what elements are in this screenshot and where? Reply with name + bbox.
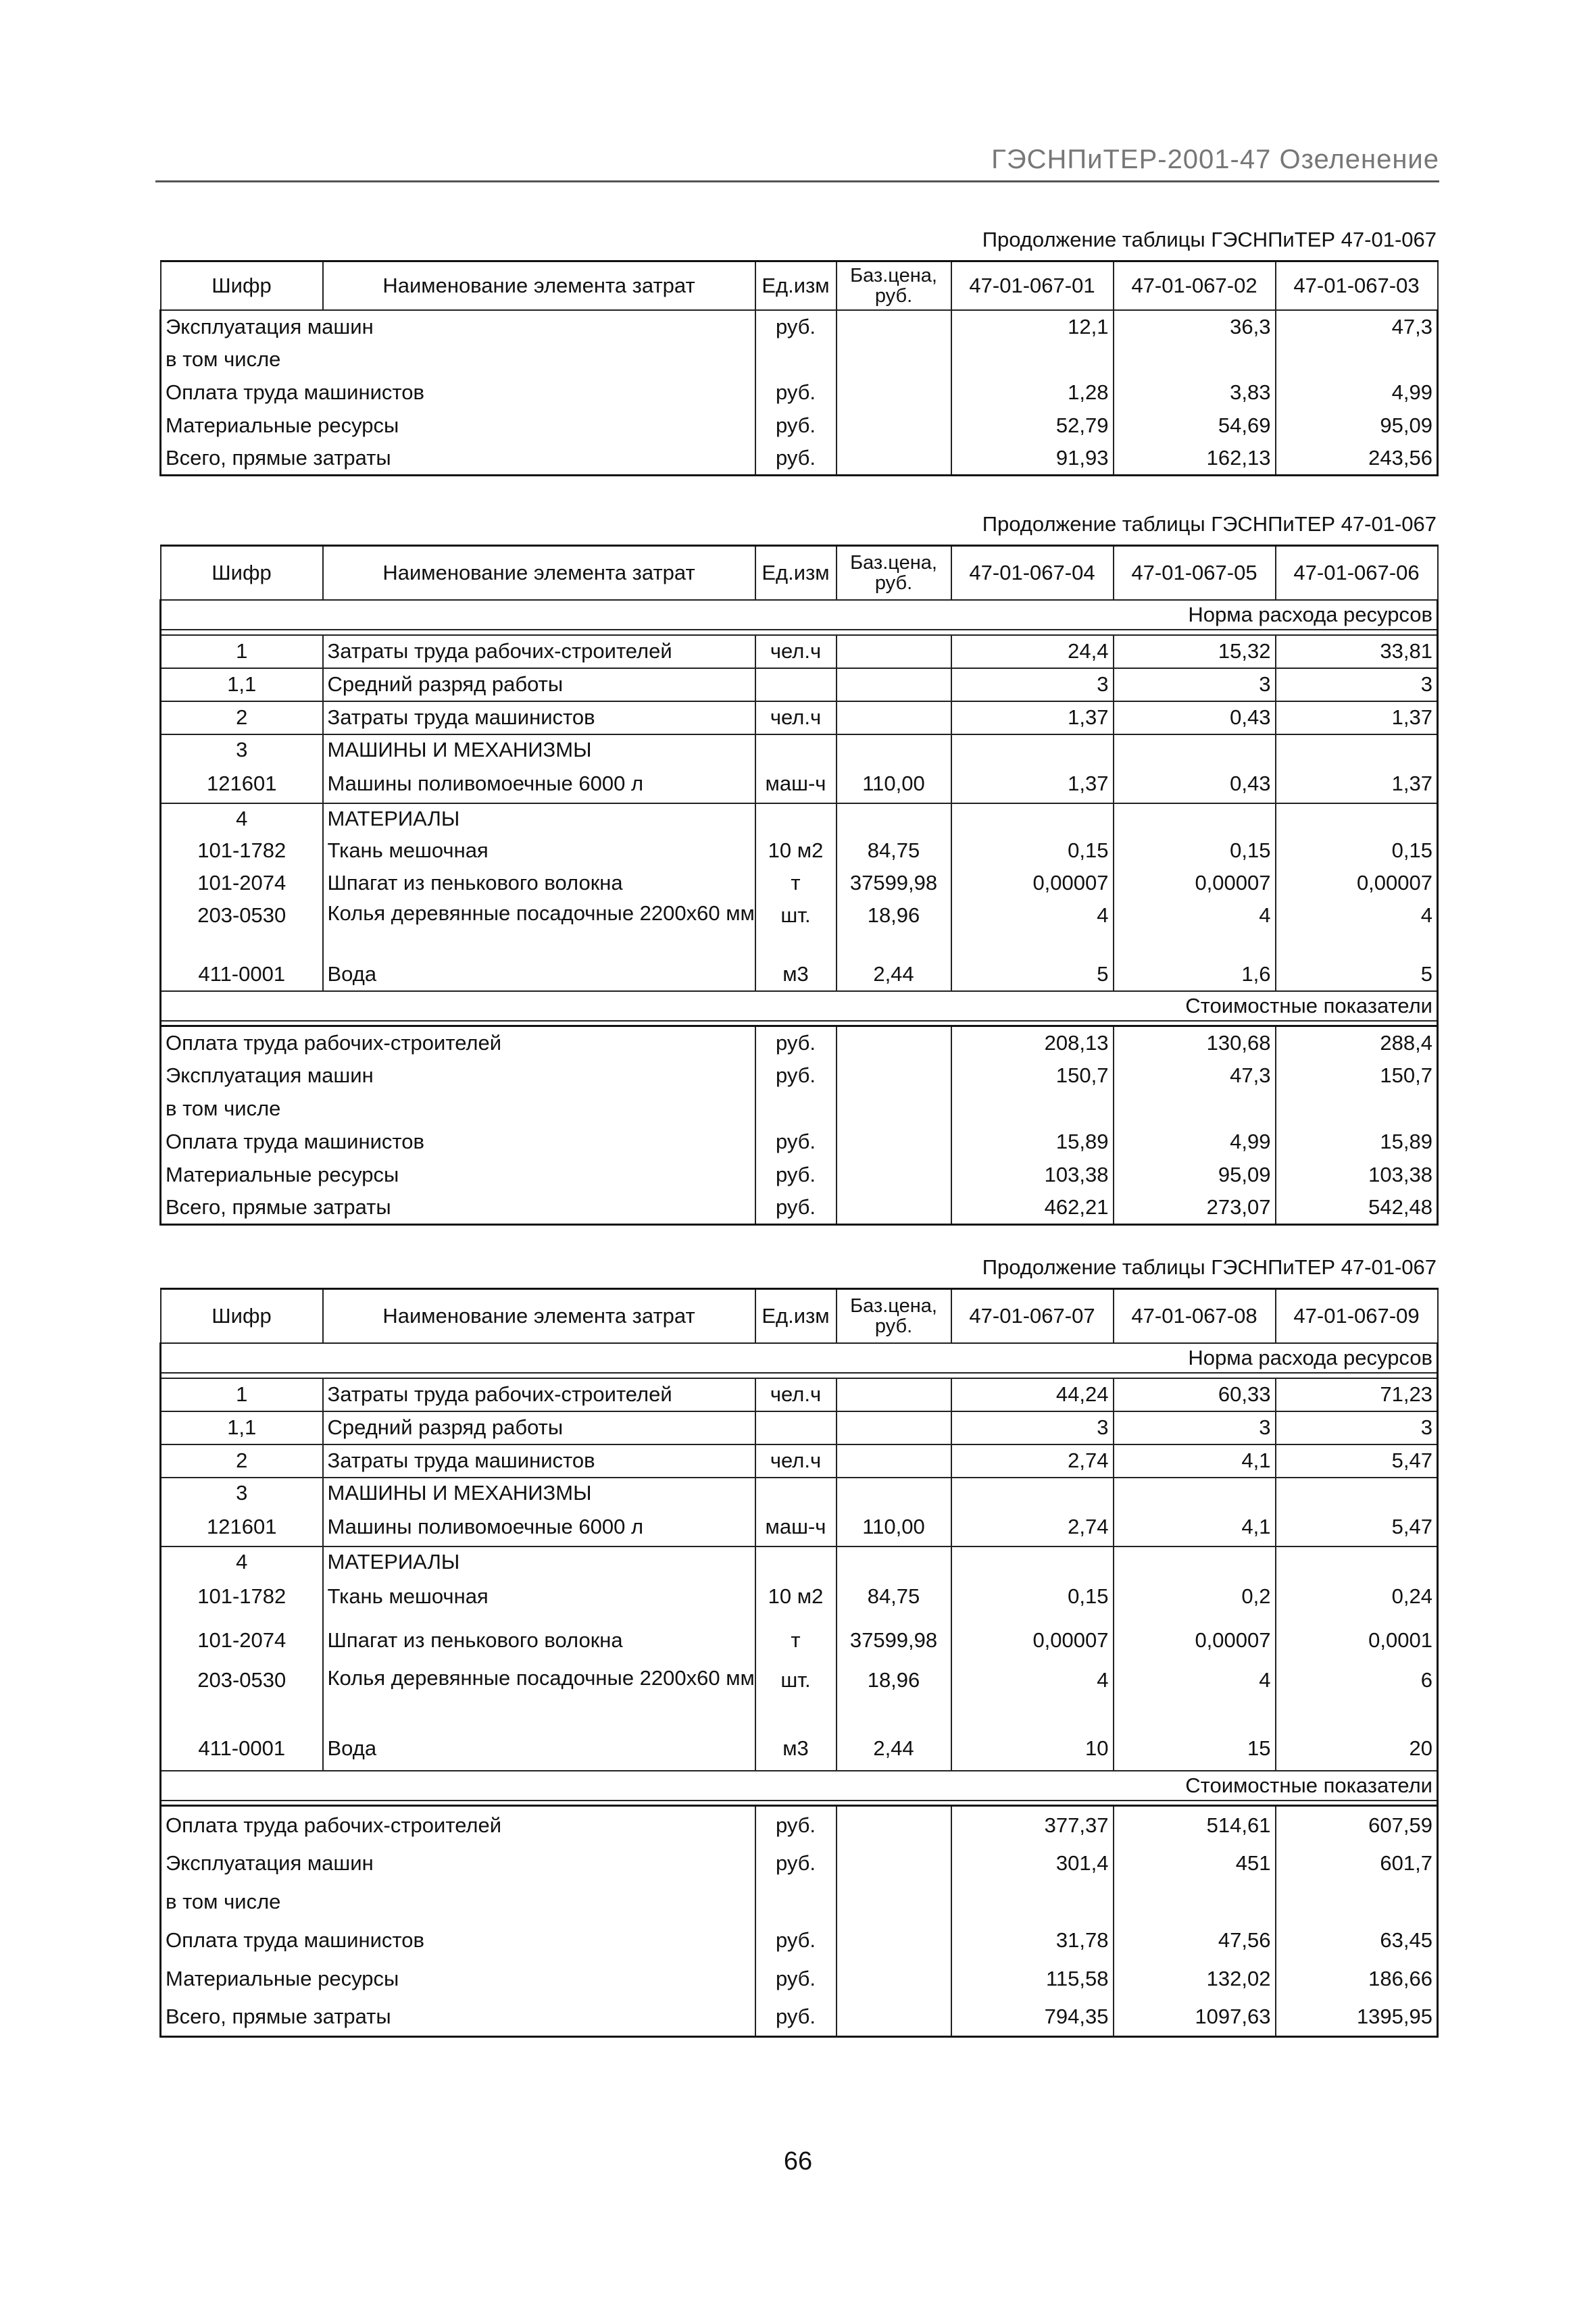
- resource-name: Ткань мешочная: [323, 1578, 755, 1615]
- resource-code: 121601: [161, 765, 323, 803]
- resource-code: 2: [161, 701, 323, 734]
- resource-price: [837, 701, 951, 734]
- resource-name: Ткань мешочная: [323, 834, 755, 867]
- summary-label: в том числе: [161, 343, 755, 376]
- resource-name: Вода: [323, 1728, 755, 1771]
- summary-row: [161, 1806, 1438, 1844]
- summary-row: [161, 1921, 1438, 1960]
- resource-code: 2: [161, 1444, 323, 1478]
- resource-name: Шпагат из пенькового волокна: [323, 1615, 755, 1665]
- resource-value: 0,00007: [1114, 1615, 1276, 1665]
- resource-unit: шт.: [755, 899, 837, 959]
- summary-value: 12,1: [951, 310, 1114, 343]
- summary-value: [1276, 343, 1438, 376]
- resource-unit: м3: [755, 1728, 837, 1771]
- col-header-code: Шифр: [161, 261, 323, 310]
- resource-group-name: МАШИНЫ И МЕХАНИЗМЫ: [323, 1478, 755, 1509]
- resource-value: 4,1: [1114, 1444, 1276, 1478]
- resource-price: [837, 668, 951, 701]
- col-header-code: Шифр: [161, 546, 323, 600]
- summary-value: [1114, 343, 1276, 376]
- summary-value: 103,38: [951, 1159, 1114, 1192]
- resource-row: [161, 765, 1438, 803]
- norm-label: Норма расхода ресурсов: [161, 600, 1438, 630]
- resource-unit: маш-ч: [755, 1509, 837, 1546]
- resource-row: [161, 1509, 1438, 1546]
- norm-label: Норма расхода ресурсов: [161, 1343, 1438, 1373]
- resource-value: 1,37: [1276, 701, 1438, 734]
- summary-value: 542,48: [1276, 1192, 1438, 1225]
- summary-label: Эксплуатация машин: [161, 1059, 755, 1092]
- resource-value: 3: [1114, 668, 1276, 701]
- resource-row: [161, 701, 1438, 734]
- summary-value: 794,35: [951, 1998, 1114, 2037]
- col-header-price: Баз.цена, руб.: [837, 261, 951, 310]
- resource-unit: чел.ч: [755, 635, 837, 668]
- summary-price: [837, 310, 951, 343]
- col-header-unit: Ед.изм: [755, 261, 837, 310]
- summary-value: 601,7: [1276, 1844, 1438, 1883]
- running-header: [155, 139, 1439, 182]
- col-header-unit: Ед.изм: [755, 546, 837, 600]
- col-header-price: Баз.цена, руб.: [837, 1289, 951, 1343]
- summary-unit: руб.: [755, 1059, 837, 1092]
- resource-value: 3: [951, 1411, 1114, 1444]
- resource-value: 15,32: [1114, 635, 1276, 668]
- cost-label: Стоимостные показатели: [161, 1771, 1438, 1801]
- resource-group-name: МАШИНЫ И МЕХАНИЗМЫ: [323, 734, 755, 765]
- resource-row: [161, 1444, 1438, 1478]
- resource-price: 2,44: [837, 1728, 951, 1771]
- summary-value: 514,61: [1114, 1806, 1276, 1844]
- spacer-row: [161, 1021, 1438, 1026]
- summary-value: 150,7: [951, 1059, 1114, 1092]
- col-header-code-1: 47-01-067-01: [951, 261, 1114, 310]
- resource-value: 1,37: [951, 765, 1114, 803]
- spacer-row: [161, 630, 1438, 635]
- summary-price: [837, 443, 951, 476]
- resource-code: 4: [161, 1546, 323, 1578]
- summary-unit: [755, 343, 837, 376]
- resource-value: 60,33: [1114, 1378, 1276, 1411]
- summary-value: 186,66: [1276, 1960, 1438, 1998]
- summary-row: [161, 1192, 1438, 1225]
- spacer: [161, 1801, 1438, 1806]
- col-header-name: Наименование элемента затрат: [323, 1289, 755, 1343]
- spacer: [161, 630, 1438, 635]
- resource-unit: маш-ч: [755, 765, 837, 803]
- summary-label: Эксплуатация машин: [161, 310, 755, 343]
- summary-row: [161, 443, 1438, 476]
- resource-code: 4: [161, 803, 323, 834]
- summary-row: [161, 1059, 1438, 1092]
- resource-name: Затраты труда машинистов: [323, 701, 755, 734]
- resource-value: 2,74: [951, 1444, 1114, 1478]
- resource-group-name: МАТЕРИАЛЫ: [323, 1546, 755, 1578]
- resource-price: 37599,98: [837, 867, 951, 899]
- summary-unit: руб.: [755, 310, 837, 343]
- summary-value: 301,4: [951, 1844, 1114, 1883]
- summary-row: [161, 1159, 1438, 1192]
- resource-group-row: [161, 734, 1438, 765]
- resource-name: Машины поливомоечные 6000 л: [323, 1509, 755, 1546]
- resource-value: 5: [1276, 959, 1438, 991]
- resource-code: 3: [161, 734, 323, 765]
- col-header-code-2: 47-01-067-08: [1114, 1289, 1276, 1343]
- col-header-code-1: 47-01-067-07: [951, 1289, 1114, 1343]
- resource-value: 3: [1276, 668, 1438, 701]
- page-number: 66: [783, 2147, 813, 2175]
- norm-label-row: [161, 1343, 1438, 1373]
- summary-value: 91,93: [951, 443, 1114, 476]
- resource-value: 4: [1114, 1665, 1276, 1728]
- resource-code: 101-1782: [161, 834, 323, 867]
- resource-unit: [755, 668, 837, 701]
- summary-value: 95,09: [1114, 1159, 1276, 1192]
- resource-value: 4: [1114, 899, 1276, 959]
- summary-price: [837, 343, 951, 376]
- summary-body: [161, 310, 1438, 476]
- resource-code: 121601: [161, 1509, 323, 1546]
- resource-name: Затраты труда рабочих-строителей: [323, 1378, 755, 1411]
- resource-row: [161, 635, 1438, 668]
- summary-row: [161, 310, 1438, 343]
- resource-row: [161, 959, 1438, 991]
- summary-value: 31,78: [951, 1921, 1114, 1960]
- resource-unit: [755, 1411, 837, 1444]
- summary-value: [951, 343, 1114, 376]
- summary-label: Материальные ресурсы: [161, 1159, 755, 1192]
- summary-value: 115,58: [951, 1960, 1114, 1998]
- resource-name: Машины поливомоечные 6000 л: [323, 765, 755, 803]
- resource-value: 4: [951, 1665, 1114, 1728]
- resource-unit: чел.ч: [755, 701, 837, 734]
- summary-value: [1276, 1883, 1438, 1921]
- resource-value: 6: [1276, 1665, 1438, 1728]
- resource-code: 203-0530: [161, 899, 323, 959]
- resource-value: 0,43: [1114, 701, 1276, 734]
- summary-unit: [755, 1092, 837, 1126]
- resource-group-row: [161, 1546, 1438, 1578]
- summary-value: 36,3: [1114, 310, 1276, 343]
- col-header-code-2: 47-01-067-05: [1114, 546, 1276, 600]
- resource-value: 0,2: [1114, 1578, 1276, 1615]
- resource-code: 411-0001: [161, 959, 323, 991]
- resource-value: 71,23: [1276, 1378, 1438, 1411]
- resource-row: [161, 899, 1438, 959]
- summary-value: 54,69: [1114, 409, 1276, 443]
- resource-price: 84,75: [837, 1578, 951, 1615]
- resource-value: 5,47: [1276, 1444, 1438, 1478]
- resource-price: 110,00: [837, 1509, 951, 1546]
- resource-value: 44,24: [951, 1378, 1114, 1411]
- summary-unit: руб.: [755, 1844, 837, 1883]
- summary-value: 243,56: [1276, 443, 1438, 476]
- resource-value: 33,81: [1276, 635, 1438, 668]
- resource-value: 24,4: [951, 635, 1114, 668]
- resource-value: 3: [951, 668, 1114, 701]
- summary-unit: [755, 1883, 837, 1921]
- resource-price: 2,44: [837, 959, 951, 991]
- summary-value: 273,07: [1114, 1192, 1276, 1225]
- resource-value: 0,00007: [951, 1615, 1114, 1665]
- resource-value: 1,37: [1276, 765, 1438, 803]
- resource-value: 4: [951, 899, 1114, 959]
- summary-value: [1276, 1092, 1438, 1126]
- spacer-row: [161, 1373, 1438, 1378]
- summary-label: Эксплуатация машин: [161, 1844, 755, 1883]
- resource-price: 18,96: [837, 899, 951, 959]
- col-header-code-2: 47-01-067-02: [1114, 261, 1276, 310]
- summary-value: [1114, 1092, 1276, 1126]
- summary-label: в том числе: [161, 1883, 755, 1921]
- summary-value: 1,28: [951, 376, 1114, 409]
- resource-unit: м3: [755, 959, 837, 991]
- summary-value: 130,68: [1114, 1026, 1276, 1059]
- resource-name: Средний разряд работы: [323, 1411, 755, 1444]
- summary-label: Оплата труда рабочих-строителей: [161, 1026, 755, 1059]
- summary-value: 208,13: [951, 1026, 1114, 1059]
- col-header-code: Шифр: [161, 1289, 323, 1343]
- col-header-code-1: 47-01-067-04: [951, 546, 1114, 600]
- summary-value: 3,83: [1114, 376, 1276, 409]
- summary-value: 288,4: [1276, 1026, 1438, 1059]
- summary-value: 15,89: [951, 1126, 1114, 1159]
- resource-value: 0,00007: [951, 867, 1114, 899]
- resource-code: 1,1: [161, 668, 323, 701]
- summary-label: Всего, прямые затраты: [161, 1998, 755, 2037]
- resource-value: 5: [951, 959, 1114, 991]
- resource-value: 0,0001: [1276, 1615, 1438, 1665]
- spacer: [161, 1373, 1438, 1378]
- running-header-title: ГЭСНПиТЕР-2001-47 Озеленение: [991, 145, 1439, 174]
- summary-value: 4,99: [1114, 1126, 1276, 1159]
- summary-value: 451: [1114, 1844, 1276, 1883]
- resource-code: 101-1782: [161, 1578, 323, 1615]
- col-header-code-3: 47-01-067-09: [1276, 1289, 1438, 1343]
- resource-unit: т: [755, 1615, 837, 1665]
- summary-value: 47,56: [1114, 1921, 1276, 1960]
- summary-label: Материальные ресурсы: [161, 1960, 755, 1998]
- resource-name: Вода: [323, 959, 755, 991]
- table-caption-1: Продолжение таблицы ГЭСНПиТЕР 47-01-067: [982, 228, 1437, 251]
- resource-value: 20: [1276, 1728, 1438, 1771]
- summary-row: [161, 343, 1438, 376]
- summary-value: 47,3: [1114, 1059, 1276, 1092]
- col-header-code-3: 47-01-067-03: [1276, 261, 1438, 310]
- resource-value: 15: [1114, 1728, 1276, 1771]
- resource-code: 411-0001: [161, 1728, 323, 1771]
- resource-code: 203-0530: [161, 1665, 323, 1728]
- summary-unit: руб.: [755, 1159, 837, 1192]
- resource-code: 101-2074: [161, 1615, 323, 1665]
- resource-row: [161, 1665, 1438, 1728]
- resource-price: [837, 1411, 951, 1444]
- resource-value: 3: [1276, 1411, 1438, 1444]
- table-caption-2: Продолжение таблицы ГЭСНПиТЕР 47-01-067: [982, 512, 1437, 536]
- resource-value: 0,43: [1114, 765, 1276, 803]
- resource-name: Средний разряд работы: [323, 668, 755, 701]
- resource-price: [837, 1444, 951, 1478]
- summary-unit: руб.: [755, 1806, 837, 1844]
- table-header-row: [161, 261, 1438, 310]
- resource-row: [161, 1728, 1438, 1771]
- resource-code: 1,1: [161, 1411, 323, 1444]
- summary-label: Материальные ресурсы: [161, 409, 755, 443]
- resource-value: 4,1: [1114, 1509, 1276, 1546]
- summary-value: 1097,63: [1114, 1998, 1276, 2037]
- table-caption-3: Продолжение таблицы ГЭСНПиТЕР 47-01-067: [982, 1255, 1437, 1279]
- col-header-name: Наименование элемента затрат: [323, 261, 755, 310]
- summary-label: Всего, прямые затраты: [161, 443, 755, 476]
- summary-value: 47,3: [1276, 310, 1438, 343]
- summary-label: в том числе: [161, 1092, 755, 1126]
- summary-price: [837, 376, 951, 409]
- resource-group-name: МАТЕРИАЛЫ: [323, 803, 755, 834]
- summary-value: 132,02: [1114, 1960, 1276, 1998]
- cost-table-2: [159, 545, 1439, 1226]
- resource-code: 101-2074: [161, 867, 323, 899]
- resource-body: [161, 1343, 1438, 2037]
- col-header-name: Наименование элемента затрат: [323, 546, 755, 600]
- resource-price: 84,75: [837, 834, 951, 867]
- resource-row: [161, 1578, 1438, 1615]
- summary-value: 4,99: [1276, 376, 1438, 409]
- summary-value: 103,38: [1276, 1159, 1438, 1192]
- resource-value: 3: [1114, 1411, 1276, 1444]
- summary-unit: руб.: [755, 1960, 837, 1998]
- table-header-row: [161, 546, 1438, 600]
- resource-unit: 10 м2: [755, 1578, 837, 1615]
- summary-value: 607,59: [1276, 1806, 1438, 1844]
- resource-value: 1,37: [951, 701, 1114, 734]
- resource-row: [161, 668, 1438, 701]
- resource-name: Затраты труда рабочих-строителей: [323, 635, 755, 668]
- col-header-price: Баз.цена, руб.: [837, 546, 951, 600]
- summary-row: [161, 1998, 1438, 2037]
- summary-label: Оплата труда машинистов: [161, 1126, 755, 1159]
- summary-value: [951, 1092, 1114, 1126]
- resource-value: 5,47: [1276, 1509, 1438, 1546]
- summary-unit: руб.: [755, 409, 837, 443]
- resource-value: 0,00007: [1114, 867, 1276, 899]
- summary-row: [161, 376, 1438, 409]
- summary-label: Оплата труда машинистов: [161, 1921, 755, 1960]
- resource-group-row: [161, 1478, 1438, 1509]
- col-header-code-3: 47-01-067-06: [1276, 546, 1438, 600]
- summary-value: 63,45: [1276, 1921, 1438, 1960]
- cost-label-row: [161, 991, 1438, 1021]
- summary-row: [161, 1960, 1438, 1998]
- resource-name: Колья деревянные посадочные 2200х60 мм: [323, 1665, 755, 1728]
- summary-value: 462,21: [951, 1192, 1114, 1225]
- col-header-unit: Ед.изм: [755, 1289, 837, 1343]
- summary-unit: руб.: [755, 376, 837, 409]
- resource-row: [161, 834, 1438, 867]
- resource-price: 37599,98: [837, 1615, 951, 1665]
- summary-unit: руб.: [755, 1921, 837, 1960]
- summary-label: Оплата труда машинистов: [161, 376, 755, 409]
- resource-price: 110,00: [837, 765, 951, 803]
- resource-unit: т: [755, 867, 837, 899]
- resource-name: Затраты труда машинистов: [323, 1444, 755, 1478]
- summary-value: 52,79: [951, 409, 1114, 443]
- resource-price: [837, 635, 951, 668]
- summary-value: 1395,95: [1276, 1998, 1438, 2037]
- resource-value: 0,15: [1276, 834, 1438, 867]
- summary-row: [161, 409, 1438, 443]
- norm-label-row: [161, 600, 1438, 630]
- resource-value: 0,00007: [1276, 867, 1438, 899]
- resource-code: 1: [161, 635, 323, 668]
- cost-label-row: [161, 1771, 1438, 1801]
- resource-value: 1,6: [1114, 959, 1276, 991]
- summary-row: [161, 1844, 1438, 1883]
- resource-row: [161, 1615, 1438, 1665]
- spacer-row: [161, 1801, 1438, 1806]
- summary-row: [161, 1126, 1438, 1159]
- resource-value: 0,24: [1276, 1578, 1438, 1615]
- summary-value: [951, 1883, 1114, 1921]
- summary-label: Всего, прямые затраты: [161, 1192, 755, 1225]
- resource-name: Шпагат из пенькового волокна: [323, 867, 755, 899]
- resource-row: [161, 1378, 1438, 1411]
- summary-value: 377,37: [951, 1806, 1114, 1844]
- summary-row: [161, 1092, 1438, 1126]
- summary-row: [161, 1026, 1438, 1059]
- summary-unit: руб.: [755, 1192, 837, 1225]
- resource-row: [161, 1411, 1438, 1444]
- summary-value: 15,89: [1276, 1126, 1438, 1159]
- summary-value: 95,09: [1276, 409, 1438, 443]
- resource-value: 10: [951, 1728, 1114, 1771]
- cost-label: Стоимостные показатели: [161, 991, 1438, 1021]
- summary-value: 162,13: [1114, 443, 1276, 476]
- resource-value: 0,15: [951, 1578, 1114, 1615]
- table-header-row: [161, 1289, 1438, 1343]
- cost-table-1: [159, 260, 1439, 476]
- resource-body: [161, 600, 1438, 1225]
- resource-unit: шт.: [755, 1665, 837, 1728]
- resource-value: 0,15: [1114, 834, 1276, 867]
- summary-price: [837, 409, 951, 443]
- cost-table-3: [159, 1288, 1439, 2038]
- resource-code: 1: [161, 1378, 323, 1411]
- summary-label: Оплата труда рабочих-строителей: [161, 1806, 755, 1844]
- summary-row: [161, 1883, 1438, 1921]
- resource-price: 18,96: [837, 1665, 951, 1728]
- resource-value: 2,74: [951, 1509, 1114, 1546]
- resource-value: 0,15: [951, 834, 1114, 867]
- resource-price: [837, 1378, 951, 1411]
- resource-code: 3: [161, 1478, 323, 1509]
- summary-unit: руб.: [755, 1998, 837, 2037]
- resource-unit: 10 м2: [755, 834, 837, 867]
- summary-value: [1114, 1883, 1276, 1921]
- spacer: [161, 1021, 1438, 1026]
- resource-group-row: [161, 803, 1438, 834]
- summary-value: 150,7: [1276, 1059, 1438, 1092]
- resource-row: [161, 867, 1438, 899]
- resource-name: Колья деревянные посадочные 2200х60 мм: [323, 899, 755, 959]
- resource-value: 4: [1276, 899, 1438, 959]
- summary-unit: руб.: [755, 1026, 837, 1059]
- summary-unit: руб.: [755, 1126, 837, 1159]
- resource-unit: чел.ч: [755, 1378, 837, 1411]
- resource-unit: чел.ч: [755, 1444, 837, 1478]
- summary-unit: руб.: [755, 443, 837, 476]
